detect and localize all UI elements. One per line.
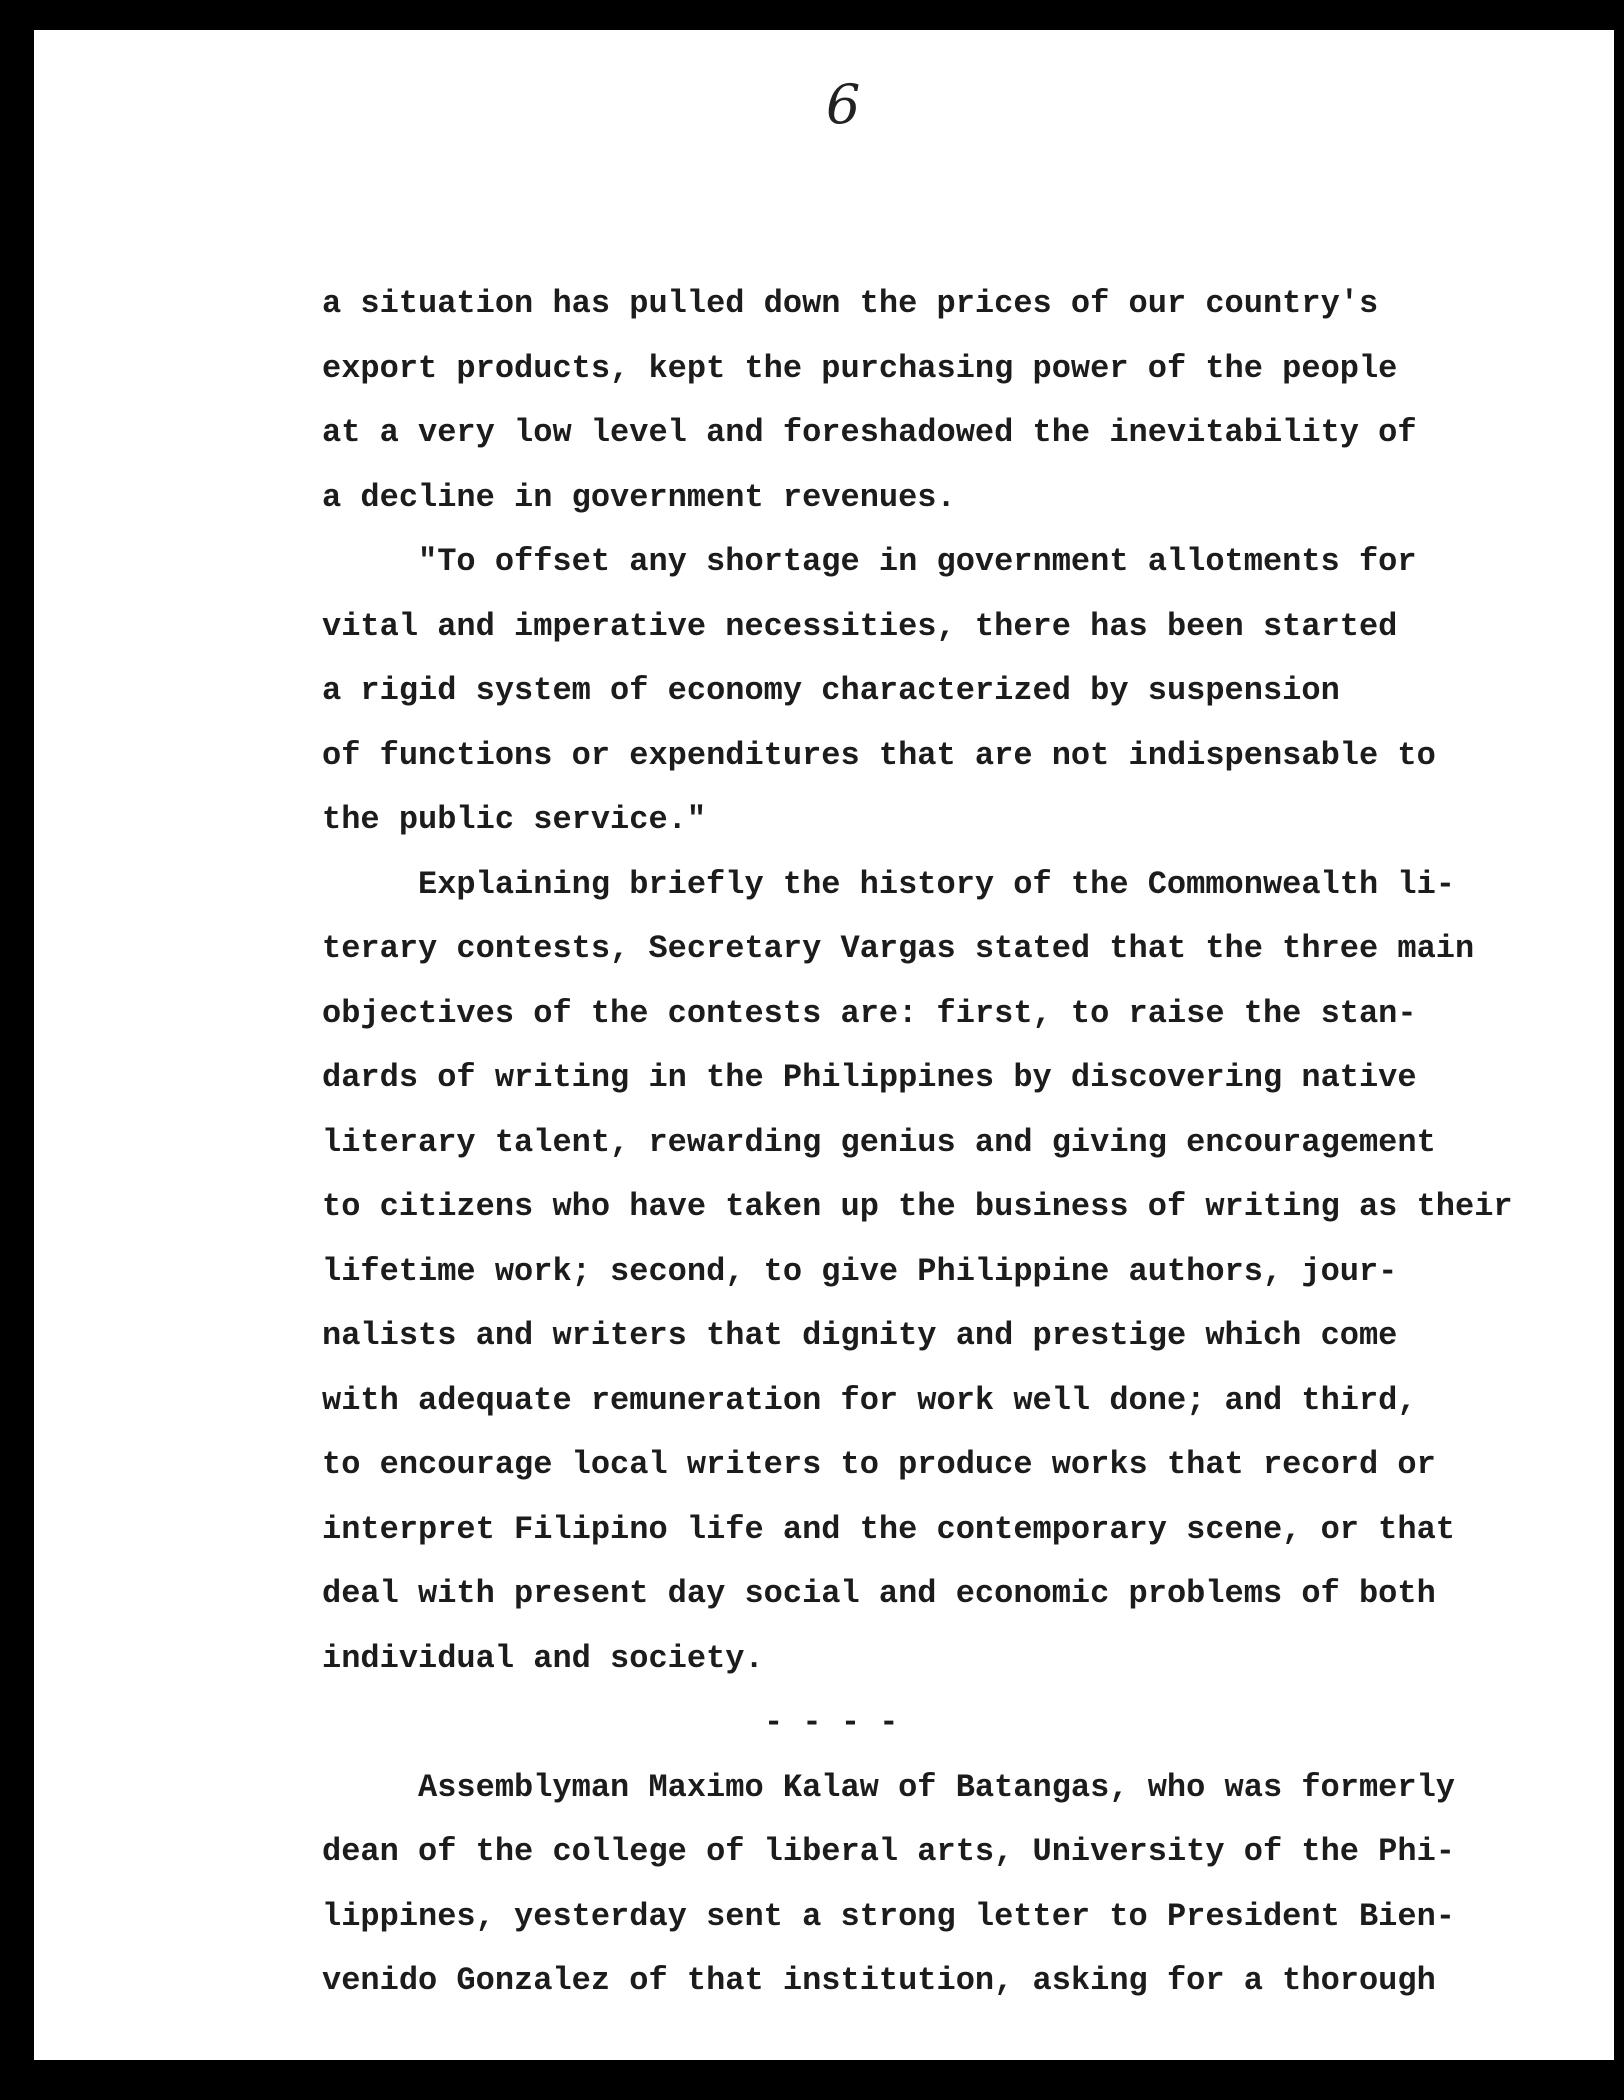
text-line: Assemblyman Maximo Kalaw of Batangas, who was formerly	[418, 1768, 1455, 1806]
text-line: dards of writing in the Philippines by discovering native	[322, 1059, 1417, 1096]
text-line: at a very low level and foreshadowed the inevitability of	[322, 414, 1417, 451]
text-line: venido Gonzalez of that institution, asking for a thorough	[322, 1962, 1436, 1999]
text-line: a decline in government revenues.	[322, 478, 956, 516]
text-line: to citizens who have taken up the business of writing as their	[322, 1188, 1513, 1225]
text-line: Explaining briefly the history of the Commonwealth li-	[418, 865, 1455, 903]
text-line: objectives of the contests are: first, to raise the stan-	[322, 994, 1417, 1032]
document-body	[322, 272, 1572, 2014]
paragraph-3	[322, 853, 1572, 1692]
text-line: lifetime work; second, to give Philippine authors, jour-	[322, 1252, 1398, 1290]
section-separator: - - - -	[764, 1704, 899, 1741]
text-line: a situation has pulled down the prices of our country's	[322, 285, 1379, 322]
text-line: deal with present day social and economic problems of both	[322, 1575, 1436, 1612]
text-line: with adequate remuneration for work well done; and third,	[322, 1381, 1417, 1419]
text-line: a rigid system of economy characterized by suspension	[322, 672, 1340, 709]
text-line: lippines, yesterday sent a strong letter to President Bien-	[322, 1897, 1455, 1935]
paragraph-1	[322, 272, 1572, 530]
text-line: literary talent, rewarding genius and giving encouragement	[322, 1123, 1436, 1161]
page-number: 6	[826, 73, 861, 136]
text-line: to encourage local writers to produce works that record or	[322, 1446, 1436, 1483]
paragraph-2	[322, 530, 1572, 853]
text-line: of functions or expenditures that are not indispensable to	[322, 736, 1436, 774]
text-line: vital and imperative necessities, there has been started	[322, 607, 1398, 645]
text-line: export products, kept the purchasing power of the people	[322, 349, 1398, 387]
text-line: nalists and writers that dignity and prestige which come	[322, 1317, 1398, 1354]
text-line: interpret Filipino life and the contemporary scene, or that	[322, 1510, 1455, 1548]
paragraph-4	[322, 1756, 1572, 2014]
text-line: individual and society.	[322, 1639, 764, 1677]
text-line: terary contests, Secretary Vargas stated that the three main	[322, 930, 1475, 967]
text-line: "To offset any shortage in government allotments for	[418, 543, 1417, 580]
text-line: the public service."	[322, 801, 707, 838]
document-page	[34, 30, 1614, 2060]
text-line: dean of the college of liberal arts, University of the Phi-	[322, 1833, 1455, 1870]
